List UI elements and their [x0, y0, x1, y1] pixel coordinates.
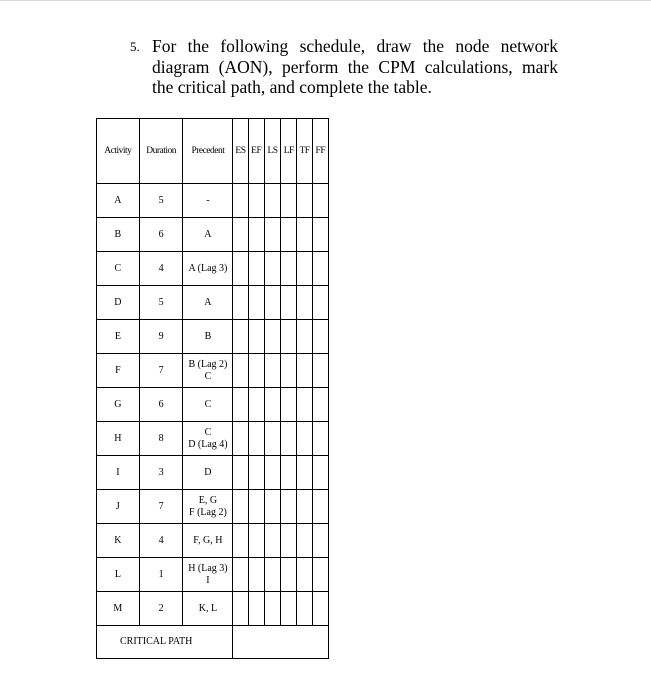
table-row	[97, 184, 329, 218]
header-ff: FF	[312, 119, 328, 184]
lf-answer-cell[interactable]	[281, 218, 297, 252]
precedent-line: C	[204, 426, 212, 438]
es-answer-cell[interactable]	[233, 558, 248, 592]
table-row	[97, 388, 329, 422]
activity-cell: C	[97, 252, 140, 286]
tf-answer-cell[interactable]	[297, 320, 312, 354]
activity-cell: E	[97, 320, 140, 354]
tf-answer-cell[interactable]	[297, 184, 312, 218]
activity-cell: I	[97, 456, 140, 490]
ff-answer-cell[interactable]	[312, 490, 328, 524]
ef-answer-cell[interactable]	[248, 320, 264, 354]
ef-answer-cell[interactable]	[248, 456, 264, 490]
lf-answer-cell[interactable]	[281, 524, 297, 558]
ff-answer-cell[interactable]	[312, 558, 328, 592]
precedent-line: A	[204, 228, 212, 240]
duration-cell: 3	[139, 456, 183, 490]
tf-answer-cell[interactable]	[297, 490, 312, 524]
ff-answer-cell[interactable]	[312, 252, 328, 286]
table-body	[97, 184, 329, 626]
ef-answer-cell[interactable]	[248, 422, 264, 456]
duration-cell: 1	[139, 558, 183, 592]
ff-answer-cell[interactable]	[312, 456, 328, 490]
tf-answer-cell[interactable]	[297, 592, 312, 626]
lf-answer-cell[interactable]	[281, 320, 297, 354]
duration-cell: 8	[139, 422, 183, 456]
es-answer-cell[interactable]	[233, 252, 248, 286]
ls-answer-cell[interactable]	[264, 320, 280, 354]
table-row	[97, 490, 329, 524]
precedent-cell	[183, 252, 233, 286]
header-activity: Activity	[97, 119, 140, 184]
activity-cell: G	[97, 388, 140, 422]
tf-answer-cell[interactable]	[297, 354, 312, 388]
es-answer-cell[interactable]	[233, 184, 248, 218]
table-row	[97, 218, 329, 252]
ff-answer-cell[interactable]	[312, 592, 328, 626]
header-lf: LF	[281, 119, 297, 184]
ff-answer-cell[interactable]	[312, 286, 328, 320]
question-line: For the following schedule, draw the node network	[152, 36, 558, 56]
es-answer-cell[interactable]	[233, 422, 248, 456]
precedent-cell	[183, 388, 233, 422]
activity-cell: A	[97, 184, 140, 218]
ff-answer-cell[interactable]	[312, 388, 328, 422]
ls-answer-cell[interactable]	[264, 558, 280, 592]
critical-path-row	[97, 626, 329, 659]
ls-answer-cell[interactable]	[264, 286, 280, 320]
precedent-line: D	[204, 466, 212, 478]
precedent-line: B	[204, 330, 212, 342]
ls-answer-cell[interactable]	[264, 592, 280, 626]
duration-cell: 4	[139, 524, 183, 558]
ff-answer-cell[interactable]	[312, 320, 328, 354]
activity-cell: H	[97, 422, 140, 456]
ls-answer-cell[interactable]	[264, 490, 280, 524]
precedent-line: F, G, H	[193, 534, 223, 546]
ef-answer-cell[interactable]	[248, 490, 264, 524]
duration-cell: 6	[139, 218, 183, 252]
ef-answer-cell[interactable]	[248, 592, 264, 626]
precedent-cell	[183, 286, 233, 320]
ff-answer-cell[interactable]	[312, 524, 328, 558]
es-answer-cell[interactable]	[233, 490, 248, 524]
ls-answer-cell[interactable]	[264, 524, 280, 558]
precedent-line: B (Lag 2)	[188, 358, 228, 370]
es-answer-cell[interactable]	[233, 354, 248, 388]
ef-answer-cell[interactable]	[248, 354, 264, 388]
ef-answer-cell[interactable]	[248, 558, 264, 592]
precedent-cell	[183, 456, 233, 490]
header-ef: EF	[248, 119, 264, 184]
duration-cell: 7	[139, 490, 183, 524]
header-precedent: Precedent	[183, 119, 233, 184]
es-answer-cell[interactable]	[233, 592, 248, 626]
ls-answer-cell[interactable]	[264, 218, 280, 252]
precedent-line: H (Lag 3)	[188, 562, 228, 574]
precedent-cell	[183, 320, 233, 354]
duration-cell: 6	[139, 388, 183, 422]
ff-answer-cell[interactable]	[312, 184, 328, 218]
table-row	[97, 286, 329, 320]
es-answer-cell[interactable]	[233, 286, 248, 320]
activity-cell: J	[97, 490, 140, 524]
header-tf: TF	[297, 119, 312, 184]
question-number: 5.	[130, 39, 140, 54]
duration-cell: 2	[139, 592, 183, 626]
lf-answer-cell[interactable]	[281, 184, 297, 218]
table-row	[97, 592, 329, 626]
precedent-line: E, G	[198, 494, 218, 506]
ls-answer-cell[interactable]	[264, 184, 280, 218]
table-row	[97, 252, 329, 286]
duration-cell: 9	[139, 320, 183, 354]
precedent-cell	[183, 490, 233, 524]
question-line: the critical path, and complete the table.	[152, 77, 432, 97]
tf-answer-cell[interactable]	[297, 524, 312, 558]
lf-answer-cell[interactable]	[281, 558, 297, 592]
ef-answer-cell[interactable]	[248, 388, 264, 422]
header-es: ES	[233, 119, 248, 184]
ef-answer-cell[interactable]	[248, 252, 264, 286]
precedent-cell	[183, 524, 233, 558]
table-row	[97, 320, 329, 354]
ls-answer-cell[interactable]	[264, 388, 280, 422]
table-row	[97, 558, 329, 592]
schedule-table	[96, 118, 329, 659]
lf-answer-cell[interactable]	[281, 490, 297, 524]
lf-answer-cell[interactable]	[281, 422, 297, 456]
lf-answer-cell[interactable]	[281, 456, 297, 490]
lf-answer-cell[interactable]	[281, 388, 297, 422]
table-row	[97, 354, 329, 388]
precedent-line: A	[204, 296, 212, 308]
ff-answer-cell[interactable]	[312, 422, 328, 456]
es-answer-cell[interactable]	[233, 320, 248, 354]
activity-cell: F	[97, 354, 140, 388]
tf-answer-cell[interactable]	[297, 388, 312, 422]
precedent-line: C	[204, 370, 212, 382]
lf-answer-cell[interactable]	[281, 354, 297, 388]
precedent-cell	[183, 218, 233, 252]
header-duration: Duration	[139, 119, 183, 184]
precedent-cell	[183, 184, 233, 218]
ls-answer-cell[interactable]	[264, 354, 280, 388]
ef-answer-cell[interactable]	[248, 286, 264, 320]
precedent-line: F (Lag 2)	[189, 506, 227, 518]
precedent-line: D (Lag 4)	[188, 438, 228, 450]
es-answer-cell[interactable]	[233, 388, 248, 422]
activity-cell: M	[97, 592, 140, 626]
ef-answer-cell[interactable]	[248, 218, 264, 252]
activity-cell: D	[97, 286, 140, 320]
header-ls: LS	[264, 119, 280, 184]
precedent-line: K, L	[198, 602, 218, 614]
question-text	[152, 36, 558, 98]
lf-answer-cell[interactable]	[281, 252, 297, 286]
critical-path-label: CRITICAL PATH	[97, 626, 233, 659]
question-line: diagram (AON), perform the CPM calculations, mark	[152, 56, 558, 77]
ls-answer-cell[interactable]	[264, 422, 280, 456]
es-answer-cell[interactable]	[233, 218, 248, 252]
table-header-row	[97, 119, 329, 184]
duration-cell: 5	[139, 184, 183, 218]
precedent-cell	[183, 592, 233, 626]
tf-answer-cell[interactable]	[297, 558, 312, 592]
precedent-line: A (Lag 3)	[188, 262, 228, 274]
page-top-divider	[0, 0, 651, 1]
ef-answer-cell[interactable]	[248, 184, 264, 218]
ff-answer-cell[interactable]	[312, 354, 328, 388]
tf-answer-cell[interactable]	[297, 286, 312, 320]
precedent-cell	[183, 422, 233, 456]
lf-answer-cell[interactable]	[281, 286, 297, 320]
duration-cell: 4	[139, 252, 183, 286]
table-row	[97, 524, 329, 558]
precedent-cell	[183, 558, 233, 592]
precedent-line: C	[204, 398, 212, 410]
question-prompt	[130, 36, 558, 98]
critical-path-answer-cell[interactable]	[233, 626, 329, 659]
activity-cell: K	[97, 524, 140, 558]
tf-answer-cell[interactable]	[297, 422, 312, 456]
activity-cell: L	[97, 558, 140, 592]
table-row	[97, 456, 329, 490]
activity-cell: B	[97, 218, 140, 252]
ls-answer-cell[interactable]	[264, 456, 280, 490]
ff-answer-cell[interactable]	[312, 218, 328, 252]
precedent-cell	[183, 354, 233, 388]
es-answer-cell[interactable]	[233, 524, 248, 558]
ls-answer-cell[interactable]	[264, 252, 280, 286]
duration-cell: 7	[139, 354, 183, 388]
tf-answer-cell[interactable]	[297, 252, 312, 286]
duration-cell: 5	[139, 286, 183, 320]
tf-answer-cell[interactable]	[297, 456, 312, 490]
es-answer-cell[interactable]	[233, 456, 248, 490]
precedent-line: I	[206, 574, 210, 586]
lf-answer-cell[interactable]	[281, 592, 297, 626]
ef-answer-cell[interactable]	[248, 524, 264, 558]
tf-answer-cell[interactable]	[297, 218, 312, 252]
precedent-line: -	[206, 194, 210, 206]
table-row	[97, 422, 329, 456]
